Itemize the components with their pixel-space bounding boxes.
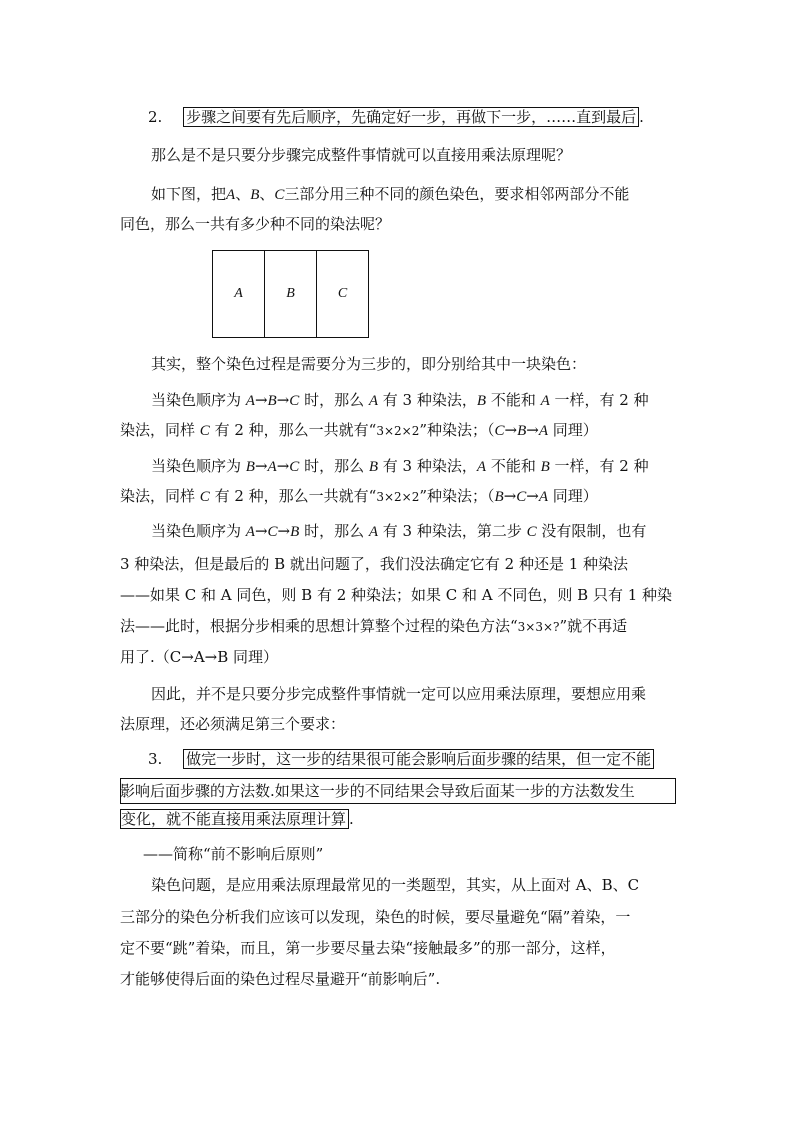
- item-2: 2. 步骤之间要有先后顺序，先确定好一步，再做下一步，……直到最后 .: [148, 108, 644, 126]
- paragraph-conclusion-line2: 法原理，还必须满足第三个要求：: [120, 715, 346, 733]
- case-2-line2: 染法，同样 C 有 2 种，那么一共就有“3×2×2”种染法；（B→C→A 同理）: [120, 487, 598, 505]
- paragraph-final-line4: 才能够使得后面的染色过程尽量避开“前影响后”.: [120, 970, 441, 988]
- paragraph-question: 那么是不是只要分步骤完成整件事情就可以直接用乘法原理呢？: [151, 146, 572, 164]
- abc-figure: [212, 250, 369, 338]
- case-2-line1: 当染色顺序为 B→A→C 时，那么 B 有 3 种染法，A 不能和 B 一样，有 2 种: [151, 457, 649, 475]
- paragraph-final-line1: 染色问题，是应用乘法原理最常见的一类题型，其实，从上面对 A、B、C: [151, 876, 640, 894]
- case-3-line3: ——如果 C 和 A 同色，则 B 有 2 种染法；如果 C 和 A 不同色，则 B 只有 1 种染: [120, 586, 673, 604]
- item-3-line1: 3. 做完一步时，这一步的结果很可能会影响后面步骤的结果，但一定不能: [148, 748, 654, 770]
- paragraph-intro-line2: 同色，那么一共有多少种不同的染法呢？: [120, 215, 391, 233]
- formula-3x3x: 3×3×?: [517, 620, 560, 634]
- item-2-number: 2.: [148, 108, 163, 126]
- case-3-line5: 用了.（C→A→B 同理）: [120, 648, 279, 666]
- paragraph-final-line2: 三部分的染色分析我们应该可以发现，染色的时候，要尽量避免“隔”着染，一: [120, 908, 631, 926]
- case-3-line1: 当染色顺序为 A→C→B 时，那么 A 有 3 种染法，第二步 C 没有限制，也有: [151, 522, 647, 540]
- case-3-line2: 3 种染法，但是最后的 B 就出问题了，我们没法确定它有 2 种还是 1 种染法: [120, 555, 629, 573]
- figure-cell-a: A: [234, 286, 243, 301]
- item-3-number: 3.: [148, 750, 163, 768]
- case-3-line4: 法——此时，根据分步相乘的思想计算整个过程的染色方法“3×3×?”就不再适: [120, 617, 628, 635]
- item-2-text: 步骤之间要有先后顺序，先确定好一步，再做下一步，……直到最后: [183, 107, 639, 127]
- paragraph-final-line3: 定不要“跳”着染，而且，第一步要尽量去染“接触最多”的那一部分，这样，: [120, 939, 616, 957]
- figure-cell-c: C: [316, 251, 368, 337]
- item-3-line2: 影响后面步骤的方法数.如果这一步的不同结果会导致后面某一步的方法数发生: [120, 782, 635, 800]
- figure-cell-b: B: [264, 251, 316, 337]
- paragraph-intro-line1: 如下图，把A、B、C三部分用三种不同的颜色染色，要求相邻两部分不能: [151, 185, 630, 203]
- item-3-line3: 变化，就不能直接用乘法原理计算 .: [121, 810, 354, 828]
- principle-motto: ——简称“前不影响后原则”: [143, 845, 324, 863]
- case-1-line2: 染法，同样 C 有 2 种，那么一共就有“3×2×2”种染法；（C→B→A 同理）: [120, 421, 598, 439]
- paragraph-conclusion-line1: 因此，并不是只要分步完成整件事情就一定可以应用乘法原理，要想应用乘: [151, 685, 647, 703]
- case-1-line1: 当染色顺序为 A→B→C 时，那么 A 有 3 种染法，B 不能和 A 一样，有 2 种: [151, 391, 649, 409]
- paragraph-three-steps: 其实，整个染色过程是需要分为三步的，即分别给其中一块染色：: [151, 355, 587, 373]
